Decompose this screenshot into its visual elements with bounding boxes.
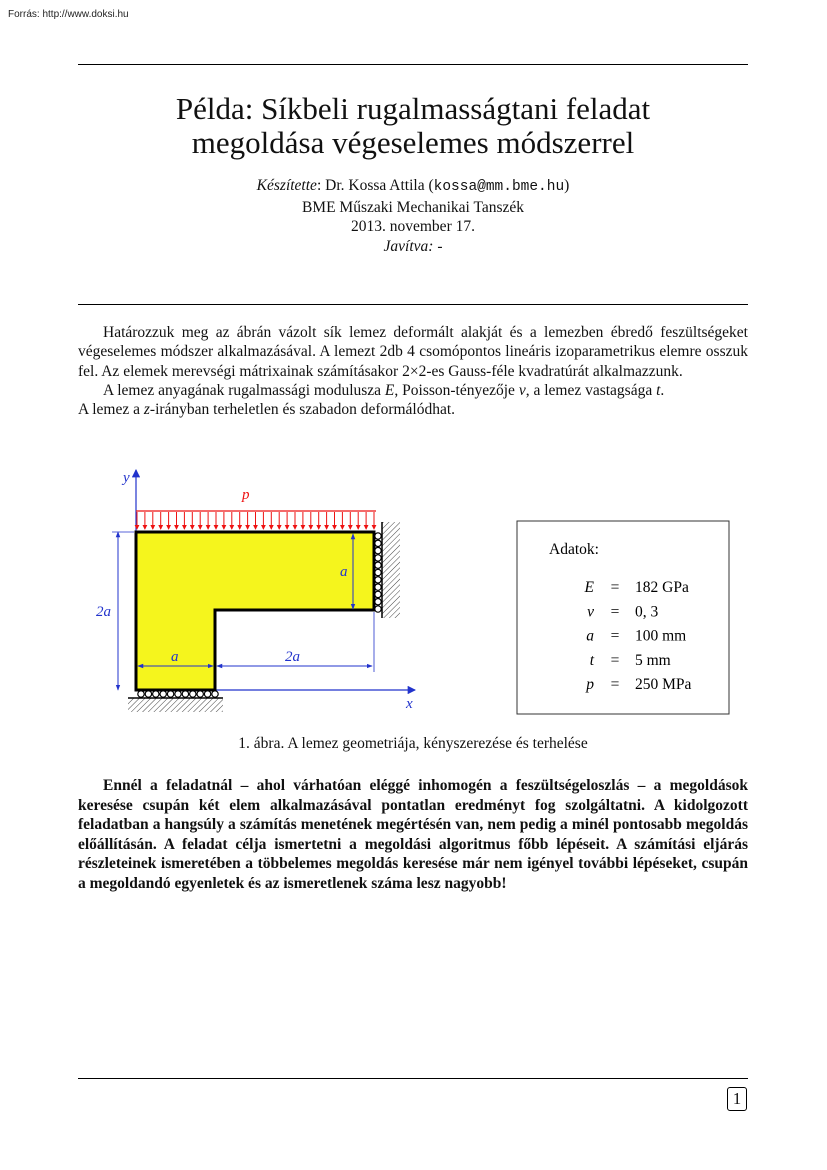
- right-rollers: [375, 533, 381, 612]
- roller: [375, 606, 381, 612]
- dim-a-vertical-label: a: [340, 564, 348, 580]
- author-line: Készítette: Dr. Kossa Attila (kossa@mm.bme.hu): [256, 177, 570, 195]
- roller: [375, 533, 381, 539]
- figure-1: [0, 460, 827, 720]
- roller: [375, 599, 381, 605]
- revised-line: [78, 237, 748, 257]
- data-symbol: t: [589, 651, 594, 669]
- bold-paragraph: [78, 776, 748, 894]
- roller: [204, 691, 210, 697]
- source-note: Forrás: http://www.doksi.hu: [8, 9, 129, 20]
- intro-text: [78, 323, 748, 419]
- roller: [190, 691, 196, 697]
- author-name: Dr. Kossa Attila: [325, 177, 425, 194]
- roller: [375, 577, 381, 583]
- intro-paragraph-1: Határozzuk meg az ábrán vázolt sík lemez deformált alakját és a lemezben ébredő feszültségeket végeselemes módszer alkalmazásával. A lemezt 2db 4 csomópontos lineáris izoparametrikus elemre osszuk fel. Az elemek merevségi mátrixainak számításakor 2×2-es Gauss-féle kvadratúrát alkalmazzunk.: [78, 324, 748, 380]
- data-value: 182 GPa: [635, 579, 689, 596]
- distributed-load: [137, 512, 374, 529]
- data-symbol: E: [584, 579, 594, 596]
- data-equals: =: [610, 603, 620, 621]
- roller: [167, 691, 173, 697]
- data-equals: =: [610, 627, 620, 645]
- roller: [145, 691, 151, 697]
- author-block: [78, 176, 748, 256]
- data-value: 5 mm: [635, 651, 671, 669]
- x-axis-label: x: [406, 696, 413, 712]
- figure-caption: 1. ábra. A lemez geometriája, kényszerezése és terhelése: [238, 735, 588, 752]
- roller: [375, 562, 381, 568]
- author-email: kossa@mm.bme.hu: [433, 179, 565, 195]
- data-equals: =: [610, 579, 620, 596]
- data-value: 0, 3: [635, 603, 659, 621]
- roller: [375, 540, 381, 546]
- roller: [375, 591, 381, 597]
- footer-rule: [78, 1078, 748, 1079]
- roller: [153, 691, 159, 697]
- bold-paragraph-text: Ennél a feladatnál – ahol várhatóan eléggé inhomogén a feszültségeloszlás – a megoldások keresése csupán két elem alkalmazásával pontatlan eredményt fog szolgáltatni. A kidolgozott feladatban a hangsúly a számítás menetének megértésén van, nem pedig a minél pontosabb megoldás előállításán. A feladat célja ismertetni a megoldási algoritmus főbb lépéseit. A számítási eljárás részleteinek ismeretében a többelemes megoldás keresése már nem igényel további lépéseket, csupán a megoldandó egyenletek és az ismeretlenek száma lesz nagyobb!: [78, 777, 748, 892]
- right-wall-hatch: [382, 522, 400, 618]
- roller: [160, 691, 166, 697]
- page-title: [78, 92, 748, 160]
- y-axis-label: y: [123, 470, 130, 486]
- top-rule: [78, 64, 748, 65]
- data-equals: =: [610, 676, 620, 694]
- roller: [175, 691, 181, 697]
- dim-2a-vertical-label: 2a: [96, 604, 111, 620]
- roller: [212, 691, 218, 697]
- data-value: 250 MPa: [635, 676, 692, 694]
- title-line-1: Példa: Síkbeli rugalmasságtani feladat: [175, 91, 651, 126]
- dim-a-horizontal-label: a: [171, 649, 179, 665]
- roller: [375, 569, 381, 575]
- roller: [138, 691, 144, 697]
- dim-2a-horizontal-label: 2a: [285, 649, 300, 665]
- data-equals: =: [610, 651, 620, 669]
- intro-paragraph-2: A lemez anyagának rugalmassági modulusza E, Poisson-tényezője ν, a lemez vastagsága t.: [103, 381, 665, 399]
- data-symbol: p: [586, 676, 594, 694]
- author-label: Készítette: [256, 177, 317, 194]
- revised-label: Javítva:: [383, 237, 434, 255]
- header-bottom-rule: [78, 304, 748, 305]
- bottom-rollers: [138, 691, 218, 697]
- date: 2013. november 17.: [351, 218, 475, 235]
- data-box-title: Adatok:: [549, 541, 599, 558]
- roller: [375, 547, 381, 553]
- page-number: 1: [727, 1087, 747, 1111]
- load-label: p: [242, 487, 250, 503]
- bottom-ground-hatch: [128, 698, 223, 712]
- roller: [375, 555, 381, 561]
- revised-value: -: [437, 237, 443, 255]
- roller: [197, 691, 203, 697]
- plate-diagram: [0, 460, 827, 720]
- intro-paragraph-2-cont: A lemez a z-irányban terheletlen és szabadon deformálódhat.: [78, 401, 456, 419]
- data-symbol: a: [586, 627, 594, 645]
- title-line-2: megoldása végeselemes módszerrel: [191, 125, 635, 160]
- roller: [182, 691, 188, 697]
- data-value: 100 mm: [635, 627, 687, 645]
- department: BME Műszaki Mechanikai Tanszék: [301, 198, 525, 216]
- roller: [375, 584, 381, 590]
- data-symbol: ν: [587, 603, 594, 621]
